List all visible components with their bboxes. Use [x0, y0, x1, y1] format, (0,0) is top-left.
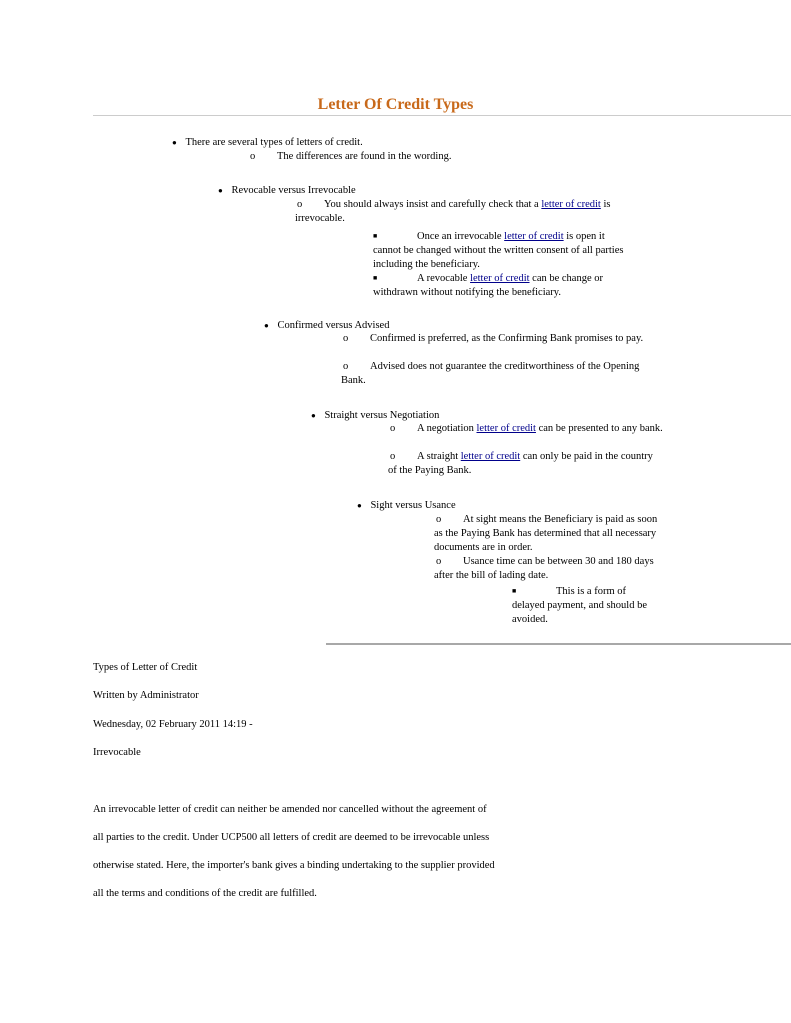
detail-item-irrevocable: ■ Once an irrevocable letter of credit is open it cannot be changed without the written consent of all parties including the beneficiary.	[373, 231, 624, 270]
square-bullet-icon: ■	[512, 587, 517, 595]
article-section-title: Irrevocable	[93, 747, 141, 758]
circle-bullet-icon: o	[436, 556, 442, 567]
bullet-icon: ●	[357, 501, 362, 510]
circle-bullet-icon: o	[297, 199, 303, 210]
sub-item-negotiation: o A negotiation letter of credit can be presented to any bank.	[390, 423, 663, 434]
detail-item-revocable: ■ A revocable letter of credit can be change or withdrawn without notifying the beneficiary.	[373, 273, 603, 298]
bullet-icon: ●	[218, 186, 223, 195]
sub-item-revocable: o You should always insist and carefully check that a letter of credit is irrevocable.	[295, 199, 611, 224]
article-heading: Types of Letter of Credit	[93, 662, 198, 673]
article-date: Wednesday, 02 February 2011 14:19 -	[93, 719, 253, 730]
circle-bullet-icon: o	[390, 423, 396, 434]
circle-bullet-icon: o	[390, 451, 396, 462]
sub-item-advised: o Advised does not guarantee the creditworthiness of the Opening Bank.	[341, 361, 640, 386]
bullet-icon: ●	[264, 321, 269, 330]
sub-item-confirmed: o Confirmed is preferred, as the Confirming Bank promises to pay.	[343, 333, 644, 344]
list-item-confirmed: ● Confirmed versus Advised	[264, 320, 390, 331]
square-bullet-icon: ■	[373, 274, 378, 282]
sub-item-straight: o A straight letter of credit can only be paid in the country of the Paying Bank.	[388, 451, 653, 476]
article-line: all parties to the credit. Under UCP500 all letters of credit are deemed to be irrevocable unless	[93, 832, 490, 843]
letter-of-credit-link[interactable]: letter of credit	[504, 231, 564, 242]
letter-of-credit-link[interactable]: letter of credit	[541, 199, 601, 210]
page-title: Letter Of Credit Types	[317, 96, 474, 113]
list-item-straight: ● Straight versus Negotiation	[311, 410, 440, 421]
circle-bullet-icon: o	[343, 333, 349, 344]
sub-item-usance: o Usance time can be between 30 and 180 days after the bill of lading date.	[434, 556, 654, 581]
detail-item-usance: ■ This is a form of delayed payment, and should be avoided.	[512, 586, 648, 625]
section-divider	[326, 643, 791, 645]
bullet-icon: ●	[311, 411, 316, 420]
letter-of-credit-link[interactable]: letter of credit	[460, 451, 521, 462]
title-divider	[93, 115, 791, 116]
letter-of-credit-link[interactable]: letter of credit	[470, 273, 530, 284]
letter-of-credit-link[interactable]: letter of credit	[476, 423, 536, 434]
list-item-intro: ● There are several types of letters of credit.	[172, 137, 363, 148]
list-item-revocable: ● Revocable versus Irrevocable	[218, 185, 356, 196]
list-item-sight: ● Sight versus Usance	[357, 500, 456, 511]
article-line: otherwise stated. Here, the importer's bank gives a binding undertaking to the supplier provided	[93, 860, 495, 871]
sub-item-intro: o The differences are found in the wording.	[250, 151, 452, 162]
article-line: all the terms and conditions of the credit are fulfilled.	[93, 888, 317, 899]
article-line: An irrevocable letter of credit can neither be amended nor cancelled without the agreement of	[93, 804, 487, 815]
bullet-icon: ●	[172, 138, 177, 147]
circle-bullet-icon: o	[343, 361, 349, 372]
circle-bullet-icon: o	[250, 151, 256, 162]
sub-item-at-sight: o At sight means the Beneficiary is paid as soon as the Paying Bank has determined that all necessary documents are in order.	[434, 514, 658, 553]
article-author: Written by Administrator	[93, 690, 199, 701]
circle-bullet-icon: o	[436, 514, 442, 525]
square-bullet-icon: ■	[373, 232, 378, 240]
